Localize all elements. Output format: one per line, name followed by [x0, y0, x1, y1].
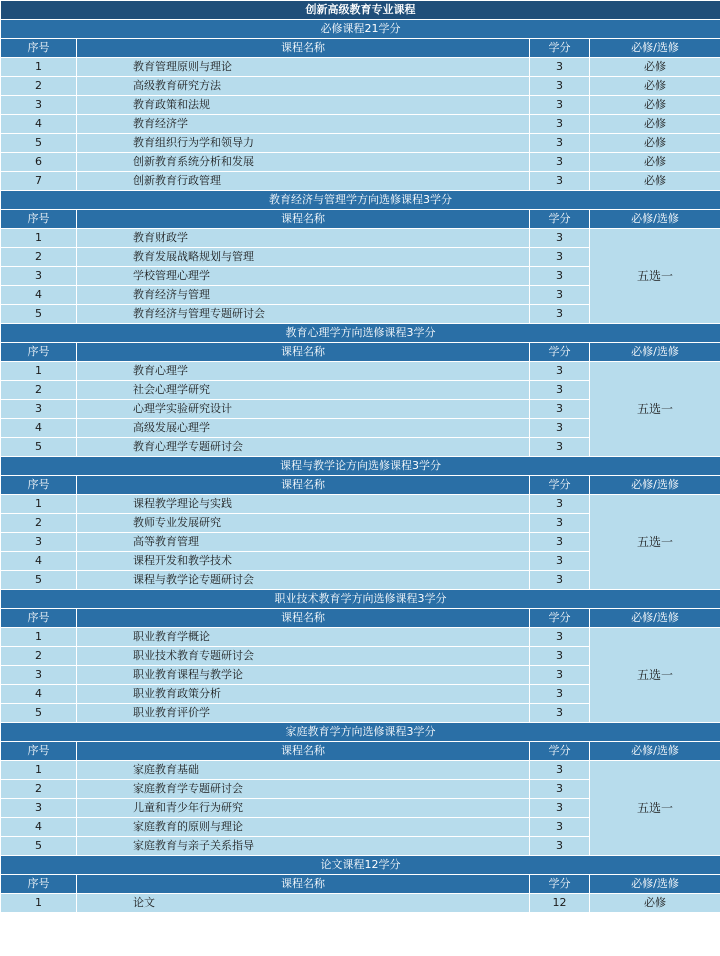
- course-name: 职业教育课程与教学论: [77, 666, 530, 685]
- table-row: [1, 628, 720, 647]
- header-credit: 学分: [530, 742, 590, 761]
- course-credit: 3: [530, 153, 590, 172]
- header-credit: 学分: [530, 39, 590, 58]
- section-title: 职业技术教育学方向选修课程3学分: [1, 590, 720, 609]
- section-title-row: [1, 457, 720, 476]
- course-name: 课程教学理论与实践: [77, 495, 530, 514]
- course-no: 5: [1, 305, 77, 324]
- course-credit: 3: [530, 552, 590, 571]
- course-no: 1: [1, 894, 77, 913]
- course-name: 家庭教育学专题研讨会: [77, 780, 530, 799]
- course-credit: 3: [530, 514, 590, 533]
- course-no: 2: [1, 780, 77, 799]
- course-type: 必修: [590, 115, 720, 134]
- header-course-name: 课程名称: [77, 609, 530, 628]
- table-row: [1, 229, 720, 248]
- header-type: 必修/选修: [590, 476, 720, 495]
- course-no: 2: [1, 248, 77, 267]
- header-credit: 学分: [530, 476, 590, 495]
- section-title: 课程与教学论方向选修课程3学分: [1, 457, 720, 476]
- course-name: 家庭教育的原则与理论: [77, 818, 530, 837]
- column-header-row: [1, 343, 720, 362]
- course-name: 教育心理学: [77, 362, 530, 381]
- course-credit: 3: [530, 305, 590, 324]
- course-type: 必修: [590, 58, 720, 77]
- course-no: 1: [1, 628, 77, 647]
- table-row: [1, 134, 720, 153]
- course-name: 创新教育行政管理: [77, 172, 530, 191]
- course-name: 高级发展心理学: [77, 419, 530, 438]
- course-no: 4: [1, 685, 77, 704]
- course-credit: 3: [530, 495, 590, 514]
- table-row: [1, 894, 720, 913]
- column-header-row: [1, 476, 720, 495]
- course-credit: 3: [530, 58, 590, 77]
- course-name: 儿童和青少年行为研究: [77, 799, 530, 818]
- course-name: 高等教育管理: [77, 533, 530, 552]
- header-no: 序号: [1, 210, 77, 229]
- table-row: [1, 495, 720, 514]
- course-credit: 3: [530, 96, 590, 115]
- column-header-row: [1, 39, 720, 58]
- table-row: [1, 77, 720, 96]
- section-title: 论文课程12学分: [1, 856, 720, 875]
- course-no: 7: [1, 172, 77, 191]
- course-type: 必修: [590, 894, 720, 913]
- course-name: 教育发展战略规划与管理: [77, 248, 530, 267]
- table-row: [1, 58, 720, 77]
- column-header-row: [1, 875, 720, 894]
- course-no: 2: [1, 647, 77, 666]
- header-credit: 学分: [530, 210, 590, 229]
- header-no: 序号: [1, 343, 77, 362]
- course-name: 教育政策和法规: [77, 96, 530, 115]
- course-no: 2: [1, 77, 77, 96]
- section-title: 教育经济与管理学方向选修课程3学分: [1, 191, 720, 210]
- section-title: 教育心理学方向选修课程3学分: [1, 324, 720, 343]
- course-credit: 3: [530, 666, 590, 685]
- header-course-name: 课程名称: [77, 742, 530, 761]
- course-name: 高级教育研究方法: [77, 77, 530, 96]
- course-no: 4: [1, 115, 77, 134]
- header-course-name: 课程名称: [77, 39, 530, 58]
- section-title-row: [1, 191, 720, 210]
- header-no: 序号: [1, 476, 77, 495]
- course-no: 2: [1, 381, 77, 400]
- course-no: 3: [1, 666, 77, 685]
- course-no: 1: [1, 362, 77, 381]
- course-no: 4: [1, 419, 77, 438]
- course-credit: 3: [530, 818, 590, 837]
- course-credit: 3: [530, 248, 590, 267]
- course-name: 职业教育评价学: [77, 704, 530, 723]
- course-name: 课程与教学论专题研讨会: [77, 571, 530, 590]
- header-no: 序号: [1, 39, 77, 58]
- course-no: 5: [1, 704, 77, 723]
- header-type: 必修/选修: [590, 609, 720, 628]
- elective-choice-cell: 五选一: [590, 761, 720, 856]
- course-credit: 3: [530, 628, 590, 647]
- header-no: 序号: [1, 875, 77, 894]
- header-type: 必修/选修: [590, 742, 720, 761]
- course-no: 4: [1, 552, 77, 571]
- page-title: 创新高级教育专业课程: [1, 1, 720, 20]
- course-type: 必修: [590, 153, 720, 172]
- course-credit: 3: [530, 381, 590, 400]
- course-name: 教育经济与管理专题研讨会: [77, 305, 530, 324]
- course-no: 4: [1, 818, 77, 837]
- course-no: 3: [1, 533, 77, 552]
- course-credit: 3: [530, 229, 590, 248]
- table-title-row: [1, 1, 720, 20]
- course-credit: 3: [530, 799, 590, 818]
- section-title-row: [1, 723, 720, 742]
- course-name: 教育经济与管理: [77, 286, 530, 305]
- course-name: 教育组织行为学和领导力: [77, 134, 530, 153]
- elective-choice-cell: 五选一: [590, 229, 720, 324]
- course-no: 5: [1, 134, 77, 153]
- course-name: 心理学实验研究设计: [77, 400, 530, 419]
- course-no: 4: [1, 286, 77, 305]
- course-name: 教师专业发展研究: [77, 514, 530, 533]
- elective-choice-cell: 五选一: [590, 628, 720, 723]
- course-credit: 3: [530, 115, 590, 134]
- course-credit: 3: [530, 362, 590, 381]
- course-name: 论文: [77, 894, 530, 913]
- header-course-name: 课程名称: [77, 210, 530, 229]
- course-credit: 3: [530, 780, 590, 799]
- course-no: 2: [1, 514, 77, 533]
- section-title-row: [1, 20, 720, 39]
- section-title: 必修课程21学分: [1, 20, 720, 39]
- course-credit: 3: [530, 685, 590, 704]
- course-credit: 3: [530, 533, 590, 552]
- course-credit: 3: [530, 400, 590, 419]
- course-credit: 3: [530, 837, 590, 856]
- header-credit: 学分: [530, 609, 590, 628]
- course-name: 教育管理原则与理论: [77, 58, 530, 77]
- column-header-row: [1, 742, 720, 761]
- course-no: 6: [1, 153, 77, 172]
- course-type: 必修: [590, 134, 720, 153]
- course-credit: 3: [530, 704, 590, 723]
- course-name: 教育经济学: [77, 115, 530, 134]
- section-title-row: [1, 324, 720, 343]
- course-name: 课程开发和教学技术: [77, 552, 530, 571]
- course-name: 教育财政学: [77, 229, 530, 248]
- header-type: 必修/选修: [590, 343, 720, 362]
- course-no: 1: [1, 761, 77, 780]
- course-credit: 3: [530, 267, 590, 286]
- table-row: [1, 153, 720, 172]
- section-title-row: [1, 856, 720, 875]
- course-no: 1: [1, 58, 77, 77]
- course-name: 职业教育学概论: [77, 628, 530, 647]
- course-name: 教育心理学专题研讨会: [77, 438, 530, 457]
- header-course-name: 课程名称: [77, 343, 530, 362]
- course-name: 社会心理学研究: [77, 381, 530, 400]
- header-course-name: 课程名称: [77, 476, 530, 495]
- course-no: 3: [1, 400, 77, 419]
- course-name: 职业技术教育专题研讨会: [77, 647, 530, 666]
- elective-choice-cell: 五选一: [590, 495, 720, 590]
- header-credit: 学分: [530, 343, 590, 362]
- course-credit: 3: [530, 286, 590, 305]
- header-course-name: 课程名称: [77, 875, 530, 894]
- course-credit: 3: [530, 172, 590, 191]
- course-no: 5: [1, 438, 77, 457]
- header-type: 必修/选修: [590, 210, 720, 229]
- course-no: 5: [1, 571, 77, 590]
- table-row: [1, 362, 720, 381]
- course-name: 创新教育系统分析和发展: [77, 153, 530, 172]
- course-no: 5: [1, 837, 77, 856]
- header-no: 序号: [1, 742, 77, 761]
- course-name: 职业教育政策分析: [77, 685, 530, 704]
- course-credit: 3: [530, 761, 590, 780]
- table-row: [1, 115, 720, 134]
- course-name: 家庭教育与亲子关系指导: [77, 837, 530, 856]
- course-type: 必修: [590, 172, 720, 191]
- course-credit: 3: [530, 647, 590, 666]
- header-credit: 学分: [530, 875, 590, 894]
- section-title-row: [1, 590, 720, 609]
- course-credit: 3: [530, 571, 590, 590]
- course-no: 3: [1, 799, 77, 818]
- elective-choice-cell: 五选一: [590, 362, 720, 457]
- course-no: 1: [1, 495, 77, 514]
- course-type: 必修: [590, 77, 720, 96]
- table-row: [1, 96, 720, 115]
- table-row: [1, 761, 720, 780]
- course-type: 必修: [590, 96, 720, 115]
- course-no: 3: [1, 267, 77, 286]
- header-type: 必修/选修: [590, 875, 720, 894]
- course-name: 家庭教育基础: [77, 761, 530, 780]
- table-row: [1, 172, 720, 191]
- course-credit: 3: [530, 438, 590, 457]
- column-header-row: [1, 210, 720, 229]
- course-credit: 12: [530, 894, 590, 913]
- course-name: 学校管理心理学: [77, 267, 530, 286]
- header-no: 序号: [1, 609, 77, 628]
- course-credit: 3: [530, 419, 590, 438]
- course-credit: 3: [530, 134, 590, 153]
- section-title: 家庭教育学方向选修课程3学分: [1, 723, 720, 742]
- column-header-row: [1, 609, 720, 628]
- header-type: 必修/选修: [590, 39, 720, 58]
- course-no: 3: [1, 96, 77, 115]
- course-credit: 3: [530, 77, 590, 96]
- course-no: 1: [1, 229, 77, 248]
